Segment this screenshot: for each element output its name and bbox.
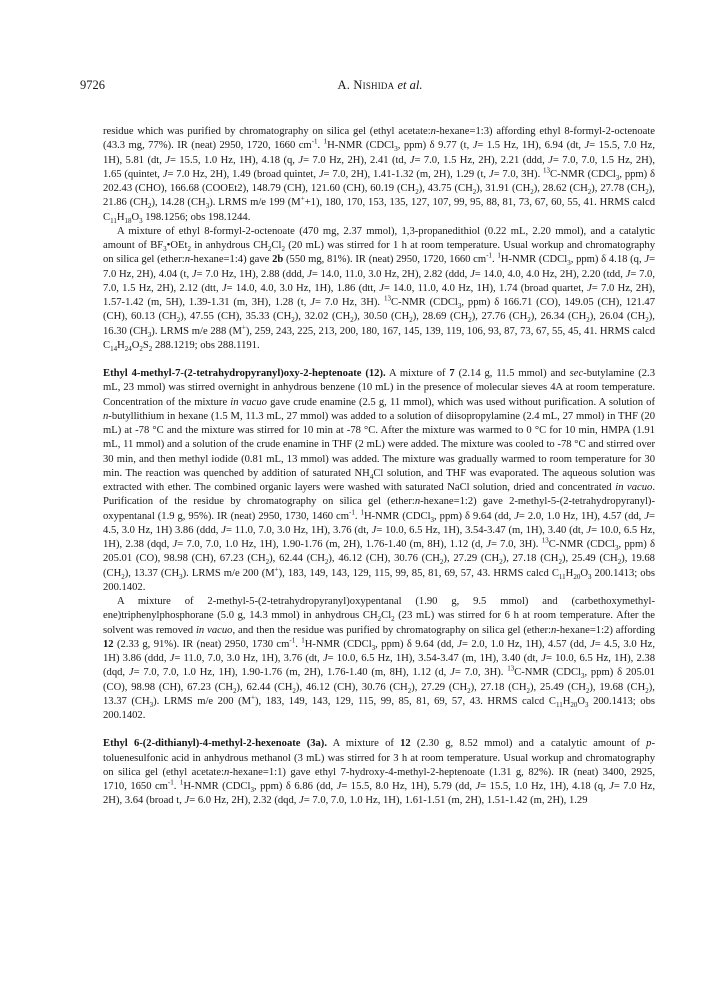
paragraph-compound-3a-body: A mixture of 12 (2.30 g, 8.52 mmol) and a catalytic amount of p-toluenesulfonic acid in anhydrous methanol (3 mL) was stirred for 3 h at room temperature. Usual workup and chromatography on silica gel (ethyl acetate:n-hexane=1:1) gave ethyl 7-hydroxy-4-methyl-2-heptenoate (1.31 g, 82%). IR (neat) 3400, 2925, 1710, 1650 $cm^{-1}$. $^1$H-NMR (CDCl$_3$, ppm) δ 6.86 (dd, J= 15.5, 8.0 Hz, 1H), 5.79 (dd, J= 15.5, 1.0 Hz, 1H), 4.18 (q, J= 7.0 Hz, 2H), 3.64 (broad t, J= 6.0 Hz, 2H), 2.32 (dqd, J= 7.0, 7.0, 1.0 Hz, 1H), 1.61-1.51 (m, 2H), 1.51-1.42 (m, 2H), 1.29 bbox=[103, 738, 655, 807]
running-head-etal: et al. bbox=[394, 78, 423, 92]
page-number: 9726 bbox=[80, 78, 105, 92]
running-head-author: A. Nishida bbox=[337, 78, 395, 92]
paragraph-compound-12 bbox=[103, 367, 655, 595]
section-heading-compound-12: Ethyl 4-methyl-7-(2-tetrahydropyranyl)oxy-2-heptenoate (12). bbox=[103, 368, 386, 379]
paragraph-ethyl-8-formyl-2-octenoate: residue which was purified by chromatography on silica gel (ethyl acetate:n-hexane=1:3) affording ethyl 8-formyl-2-octenoate (43.3 mg, 77%). IR (neat) 2950, 1720, 1660 $cm^{-1}$. $^1$H-NMR (CDCl$_3$, ppm) δ 9.77 (t, J= 1.5 Hz, 1H), 6.94 (dt, J= 15.5, 7.0 Hz, 1H), 5.81 (dt, J= 15.5, 1.0 Hz, 1H), 4.18 (q, J= 7.0 Hz, 2H), 2.41 (td, J= 7.0, 1.5 Hz, 2H), 2.21 (ddd, J= 7.0, 7.0, 1.5 Hz, 2H), 1.65 (quintet, J= 7.0 Hz, 2H), 1.49 (broad quintet, J= 7.0, 2H), 1.41-1.32 (m, 2H), 1.29 (t, J= 7.0, 3H). $^{13}$C-NMR (CDCl$_3$, ppm) δ 202.43 (CHO), 166.68 (COOEt2), 148.79 (CH), 121.60 (CH), 60.19 $(CH_2)$, 43.75 $(CH_2)$, 31.91 $(CH_2)$, 28.62 $(CH_2)$, 27.78 $(CH_2)$, 21.86 $(CH_2)$, 14.28 $(CH_3)$. LRMS m/e 199 (M++1), 180, 170, 153, 135, 127, 107, 99, 95, 88, 81, 73, 67, 60, 55, 41. HRMS calcd $C_{11}H_{18}O_3$ 198.1256; obs 198.1244. bbox=[103, 126, 656, 225]
running-head bbox=[80, 78, 680, 93]
section-heading-compound-3a: Ethyl 6-(2-dithianyl)-4-methyl-2-hexenoate (3a). bbox=[103, 738, 327, 750]
page-header bbox=[80, 78, 680, 94]
paragraph-compound-3a bbox=[103, 737, 655, 808]
paragraph-compound-2b: A mixture of ethyl 8-formyl-2-octenoate (470 mg, 2.37 mmol), 1,3-propanedithiol (0.22 mL, 2.20 mmol), and a catalytic amount of $BF_3•OEt_2$ in anhydrous $CH_2Cl_2$ (20 mL) was stirred for 1 h at room temperature. Usual workup and chromatography on silica gel (ether:n-hexane=1:4) gave 2b (550 mg, 81%). IR (neat) 2950, 1720, 1660 $cm^{-1}$. $^1$H-NMR (CDCl$_3$, ppm) δ 4.18 (q, J= 7.0 Hz, 2H), 4.04 (t, J= 7.0 Hz, 1H), 2.88 (ddd, J= 14.0, 11.0, 3.0 Hz, 2H), 2.82 (ddd, J= 14.0, 4.0, 4.0 Hz, 2H), 2.20 (tdd, J= 7.0, 7.0, 1.5 Hz, 2H), 2.12 (dtt, J= 14.0, 4.0, 3.0 Hz, 1H), 1.86 (dtt, J= 14.0, 11.0, 4.0 Hz, 1H), 1.74 (broad quartet, J= 7.0 Hz, 2H), 1.57-1.42 (m, 5H), 1.39-1.31 (m, 3H), 1.28 (t, J= 7.0 Hz, 3H). $^{13}$C-NMR (CDCl$_3$, ppm) δ 166.71 (CO), 149.05 (CH), 121.47 (CH), 60.13 $(CH_2)$, 47.55 (CH), 35.33 $(CH_2)$, 32.02 $(CH_2)$, 30.50 $(CH_2)$, 28.69 $(CH_2)$, 27.76 $(CH_2)$, 26.34 $(CH_2)$, 26.04 $(CH_2)$, 16.30 $(CH_3)$. LRMS m/e 288 (M+), 259, 243, 225, 213, 200, 180, 167, 145, 139, 119, 106, 93, 87, 73, 67, 55, 45, 41. HRMS calcd $C_{14}H_{24}O_2S_2$ 288.1219; obs 288.1191. bbox=[103, 225, 656, 353]
paragraph-compound-12-wittig: A mixture of 2-methyl-5-(2-tetrahydropyranyl)oxypentanal (1.90 g, 9.5 mmol) and (carbethoxymethyl-ene)triphenylphosphorane (5.0 g, 14.3 mmol) in anhydrous $CH_2Cl_2$ (23 mL) was stirred for 6 h at room temperature. After the solvent was removed in vacuo, and then the residue was purified by chromatography on silica gel (ether:n-hexane=1:2) affording 12 (2.33 g, 91%). IR (neat) 2950, 1730 $cm^{-1}$. $^1$H-NMR (CDCl$_3$, ppm) δ 9.64 (dd, J= 2.0, 1.0 Hz, 1H), 4.57 (dd, J= 4.5, 3.0 Hz, 1H) 3.86 (ddd, J= 11.0, 7.0, 3.0 Hz, 1H), 3.76 (dt, J= 10.0, 6.5 Hz, 1H), 3.54-3.47 (m, 1H), 3.40 (dt, J= 10.0, 6.5 Hz, 1H), 2.38 (dqd, J= 7.0, 7.0, 1.0 Hz, 1H), 1.90-1.76 (m, 2H), 1.76-1.40 (m, 8H), 1.12 (d, J= 7.0, 3H). $^{13}$C-NMR (CDCl$_3$, ppm) δ 205.01 (CO), 98.98 (CH), 67.23 $(CH_2)$, 62.44 $(CH_2)$, 46.12 (CH), 30.76 $(CH_2)$, 27.29 $(CH_2)$, 27.18 $(CH_2)$, 25.49 $(CH_2)$, 19.68 $(CH_2)$, 13.37 $(CH_3)$. LRMS m/e 200 (M+), 183, 149, 143, 129, 115, 99, 85, 81, 69, 57, 43. HRMS calcd $C_{11}H_{20}O_3$ 200.1413; obs 200.1402. bbox=[103, 596, 656, 721]
body-text bbox=[103, 125, 655, 809]
paragraph-compound-12-body: A mixture of 7 (2.14 g, 11.5 mmol) and sec-butylamine (2.3 mL, 23 mmol) was stirred overnight in anhydrous benzene (10 mL) in the presence of molecular sieves 4A at room temperature. Concentration of the mixture in vacuo gave crude enamine (2.5 g, 11 mmol), which was used without purification. A solution of n-butyllithium in hexane (1.5 M, 11.3 mL, 27 mmol) was added to a solution of diisopropylamine (2.4 mL, 27 mmol) in THF (20 mL) at -78 °C and the mixture was stirred for 10 min at -78 °C. After the mixture was warmed to 0 °C for 10 min, HMPA (1.91 mL, 11 mmol) and a solution of the crude enamine in THF (2 mL) were added. The mixture was cooled to -78 °C and stirred over 30 min, and then methyl iodide (0.81 mL, 13 mmol) was added. The mixture was gradually warmed to room temperature for 30 min. The reaction was quenched by addition of saturated $NH_4Cl$ solution, and THF was evaporated. The aqueous solution was extracted with ether. The combined organic layers were washed with saturated NaCl solution, dried and concentrated in vacuo. Purification of the residue by chromatography on silica gel (ether:n-hexane=1:2) gave 2-methyl-5-(2-tetrahydropyranyl)-oxypentanal (1.9 g, 95%). IR (neat) 2950, 1730, 1460 $cm^{-1}$. $^1$H-NMR (CDCl$_3$, ppm) δ 9.64 (dd, J= 2.0, 1.0 Hz, 1H), 4.57 (dd, J= 4.5, 3.0 Hz, 1H) 3.86 (ddd, J= 11.0, 7.0, 3.0 Hz, 1H), 3.76 (dt, J= 10.0, 6.5 Hz, 1H), 3.54-3.47 (m, 1H), 3.40 (dt, J= 10.0, 6.5 Hz, 1H), 2.38 (dqd, J= 7.0, 7.0, 1.0 Hz, 1H), 1.90-1.76 (m, 2H), 1.76-1.40 (m, 8H), 1.12 (d, J= 7.0, 3H). $^{13}$C-NMR (CDCl$_3$, ppm) δ 205.01 (CO), 98.98 (CH), 67.23 $(CH_2)$, 62.44 $(CH_2)$, 46.12 (CH), 30.76 $(CH_2)$, 27.29 $(CH_2)$, 27.18 $(CH_2)$, 25.49 $(CH_2)$, 19.68 $(CH_2)$, 13.37 $(CH_3)$. LRMS m/e 200 (M+), 183, 149, 143, 129, 115, 99, 85, 81, 69, 57, 43. HRMS calcd $C_{11}H_{20}O_3$ 200.1413; obs 200.1402. bbox=[103, 368, 656, 593]
